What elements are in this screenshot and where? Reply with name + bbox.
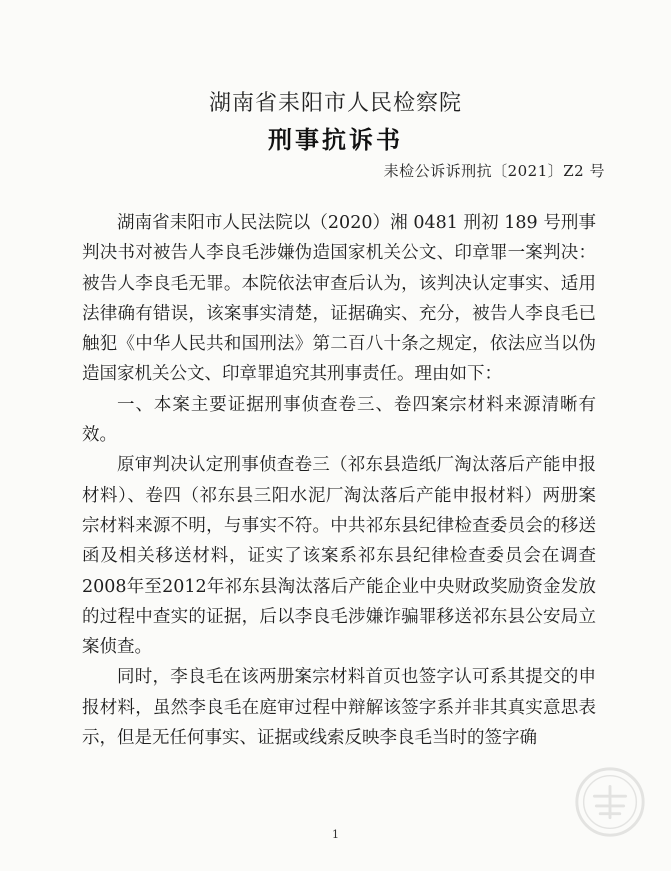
organization-name: 湖南省耒阳市人民检察院 <box>208 91 462 116</box>
page-number: 1 <box>332 828 339 841</box>
document-number: 耒检公诉诉刑抗〔2021〕Z2 号 <box>383 162 605 180</box>
paragraph-evidence-source: 原审判决认定刑事侦查卷三（祁东县造纸厂淘汰落后产能申报材料）、卷四（祁东县三阳水泥厂淘汰落后产能申报材料）两册案宗材料来源不明，与事实不符。中共祁东县纪律检查委员会的移送函及相关移送材料，证实了该案系祁东县纪律检查委员会在调查2008年至2012年祁东县淘汰落后产能企业中央财政奖励资金发放的过程中查实的证据，后以李良毛涉嫌诈骗罪移送祁东县公安局立案侦查。 <box>82 455 596 658</box>
paragraph-signature: 同时，李良毛在该两册案宗材料首页也签字认可系其提交的申报材料，虽然李良毛在庭审过程中辩解该签字系并非其真实意思表示，但是无任何事实、证据或线索反映李良毛当时的签字确 <box>82 667 596 749</box>
document-body <box>82 208 596 753</box>
document-title: 刑事抗诉书 <box>268 126 403 154</box>
paragraph-intro: 湖南省耒阳市人民法院以（2020）湘 0481 刑初 189 号刑事判决书对被告人李良毛涉嫌伪造国家机关公文、印章罪一案判决：被告人李良毛无罪。本院依法审查后认为，该判决认定事实、适用法律确有错误，该案事实清楚，证据确实、充分，被告人李良毛已触犯《中华人民共和国刑法》第二百八十条之规定，依法应当以伪造国家机关公文、印章罪追究其刑事责任。理由如下： <box>82 213 596 385</box>
paragraph-point-one: 一、本案主要证据刑事侦查卷三、卷四案宗材料来源清晰有效。 <box>82 394 596 446</box>
watermark-seal-icon <box>571 763 649 841</box>
